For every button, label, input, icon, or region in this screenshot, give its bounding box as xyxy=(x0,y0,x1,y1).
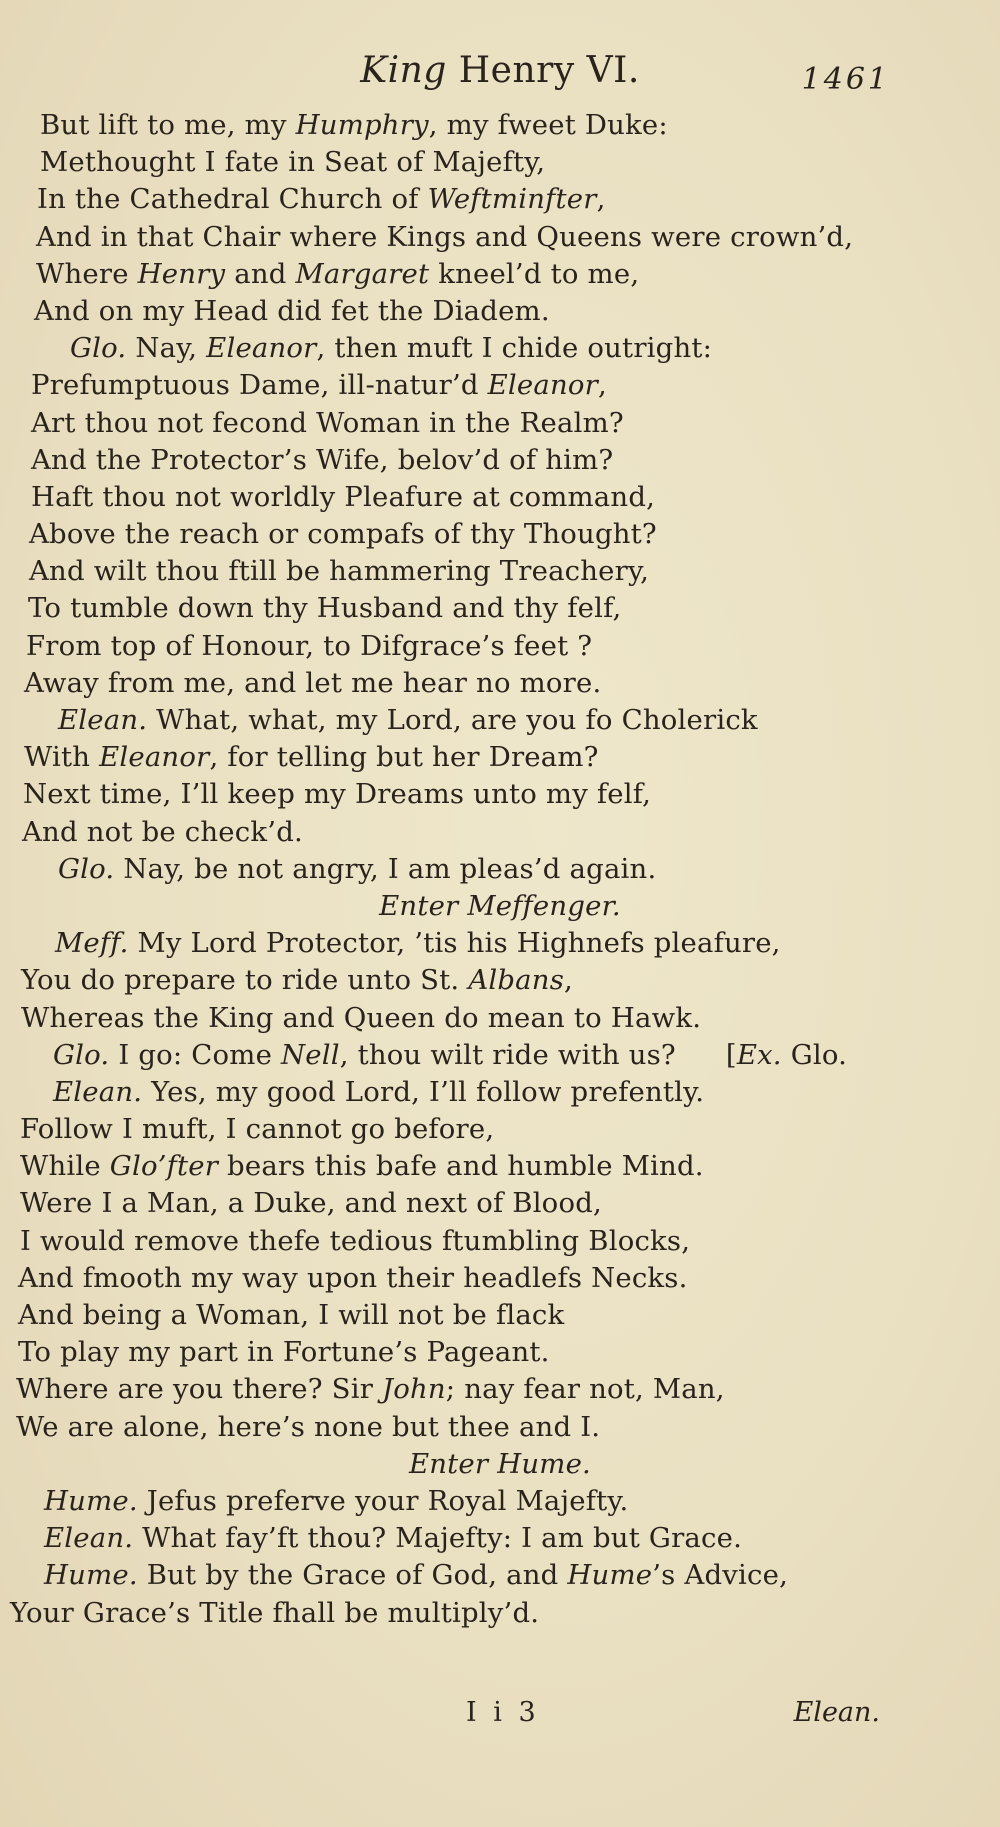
italic-text: Eleanor xyxy=(487,369,598,402)
text-segment: And in that Chair where Kings and Queens were crown’d, xyxy=(36,220,854,253)
stage-direction xyxy=(0,888,1000,925)
verse-line xyxy=(0,851,1000,888)
verse-line xyxy=(0,516,1000,553)
verse-line xyxy=(0,1074,1000,1111)
verse-line xyxy=(0,628,1000,665)
verse-line xyxy=(0,702,1000,739)
text-segment: , xyxy=(564,964,573,997)
signature-mark: I i 3 xyxy=(466,1697,540,1728)
italic-text: Albans xyxy=(468,964,565,997)
text-segment: , xyxy=(596,183,606,216)
italic-text: Glo. xyxy=(70,332,127,365)
text-segment: What, what, my Lord, are you fo Cholerick xyxy=(147,704,758,736)
text-segment: , my fweet Duke: xyxy=(428,109,668,141)
text-segment: We are alone, here’s none but thee and I. xyxy=(16,1410,601,1443)
text-segment: In the Cathedral Church of xyxy=(37,183,428,216)
verse-line xyxy=(0,1223,1000,1260)
text-segment: To play my part in Fortune’s Pageant. xyxy=(18,1336,550,1369)
text-segment: With xyxy=(24,741,100,774)
text-segment: kneel’d to me, xyxy=(429,257,640,290)
italic-text: Enter xyxy=(409,1447,489,1480)
italic-text: Glo. xyxy=(58,852,115,885)
text-segment: Methought I fate in Seat of Majefty, xyxy=(40,146,546,179)
verse-line xyxy=(0,219,1000,256)
text-segment: What fay’ft thou? Majefty: I am but Grace. xyxy=(133,1522,743,1555)
verse-line xyxy=(0,1185,1000,1222)
verse-line xyxy=(0,144,1000,181)
text-segment: But by the Grace of God, and xyxy=(137,1559,568,1592)
running-title-rest: Henry VI. xyxy=(446,50,640,91)
page-header xyxy=(0,50,1000,110)
text-segment: Whereas the King and Queen do mean to Hawk. xyxy=(21,1001,702,1034)
verse-line xyxy=(0,1520,1000,1557)
verse-line xyxy=(0,1000,1000,1037)
italic-text: Hume. xyxy=(44,1559,138,1592)
verse-line xyxy=(0,814,1000,851)
text-segment: Prefumptuous Dame, ill-natur’d xyxy=(31,369,488,402)
italic-text: Henry xyxy=(137,257,226,290)
running-title-italic: King xyxy=(360,50,447,91)
text-segment: Hume. xyxy=(488,1447,591,1480)
text-segment: But lift to me, my xyxy=(40,109,296,141)
verse-line xyxy=(0,1483,1000,1520)
verse-line xyxy=(0,553,1000,590)
verse-line xyxy=(0,479,1000,516)
verse-line xyxy=(0,293,1000,330)
text-segment: Were I a Man, a Duke, and next of Blood, xyxy=(20,1187,602,1220)
text-segment: Where xyxy=(36,257,138,290)
text-segment: ’s Advice, xyxy=(652,1559,789,1592)
italic-text: Glo. xyxy=(53,1038,110,1071)
page-footer xyxy=(0,1697,1000,1737)
verse-line xyxy=(0,665,1000,702)
text-segment: While xyxy=(20,1150,110,1183)
text-segment: You do prepare to ride unto St. xyxy=(21,964,469,997)
italic-text: Elean. xyxy=(58,704,148,736)
text-segment: , xyxy=(598,369,607,402)
text-segment: Yes, my good Lord, I’ll follow prefently. xyxy=(142,1075,705,1108)
text-segment: Art thou not fecond Woman in the Realm? xyxy=(31,406,624,439)
italic-text: Ex. xyxy=(736,1038,782,1071)
verse-line xyxy=(0,367,1000,404)
verse-line xyxy=(0,181,1000,218)
text-segment: Nay, xyxy=(126,332,207,365)
text-segment: bears this bafe and humble Mind. xyxy=(218,1150,704,1183)
text-segment: , then muft I chide outright: xyxy=(316,332,713,365)
text-segment: Where are you there? Sir xyxy=(16,1373,382,1406)
italic-text: Meff. xyxy=(55,927,129,960)
italic-text: Eleanor xyxy=(99,741,210,774)
text-segment: And the Protector’s Wife, belov’d of him? xyxy=(31,443,614,476)
text-segment: Jefus preferve your Royal Majefty. xyxy=(137,1484,629,1517)
text-segment: Glo. xyxy=(781,1038,848,1071)
text-segment: Haft thou not worldly Pleafure at command, xyxy=(31,480,656,513)
verse-line xyxy=(0,1260,1000,1297)
text-segment: Follow I muft, I cannot go before, xyxy=(20,1113,495,1146)
text-segment: Nay, be not angry, I am pleas’d again. xyxy=(114,852,657,885)
italic-text: Eleanor xyxy=(206,332,317,365)
text-segment: My Lord Protector, ’tis his Highnefs pleafure, xyxy=(128,927,781,960)
verse-line xyxy=(0,1037,1000,1074)
verse-line xyxy=(0,1557,1000,1594)
text-segment: And not be check’d. xyxy=(22,815,303,848)
catchword: Elean. xyxy=(793,1697,880,1728)
text-segment: ; nay fear not, Man, xyxy=(445,1373,725,1406)
exit-direction xyxy=(726,1039,847,1071)
text-segment: I go: Come xyxy=(109,1038,281,1071)
verse-line xyxy=(0,405,1000,442)
verse-line xyxy=(0,107,1000,144)
page-number: 1461 xyxy=(801,62,890,97)
italic-text: Nell xyxy=(281,1038,340,1071)
stage-direction xyxy=(0,1446,1000,1483)
verse-line xyxy=(0,776,1000,813)
text-segment: And on my Head did fet the Diadem. xyxy=(34,294,550,327)
italic-text: Enter Meffenger. xyxy=(379,889,621,922)
verse-line xyxy=(0,1111,1000,1148)
verse-line xyxy=(0,1371,1000,1408)
verse-line xyxy=(0,739,1000,776)
verse-line xyxy=(0,962,1000,999)
verse-line xyxy=(0,330,1000,367)
text-segment: And fmooth my way upon their headlefs Necks. xyxy=(18,1261,688,1294)
text-segment: Next time, I’ll keep my Dreams unto my felf, xyxy=(23,778,652,811)
italic-text: Hume xyxy=(567,1559,653,1592)
italic-text: Weftminfter xyxy=(427,183,597,216)
verse-line xyxy=(0,442,1000,479)
verse-line xyxy=(0,1297,1000,1334)
italic-text: Hume. xyxy=(44,1484,138,1517)
text-segment: And wilt thou ftill be hammering Treachery, xyxy=(29,555,650,588)
verse-line xyxy=(0,925,1000,962)
verse-line xyxy=(0,1334,1000,1371)
text-segment: Away from me, and let me hear no more. xyxy=(24,666,602,699)
italic-text: Elean. xyxy=(53,1075,143,1108)
italic-text: John xyxy=(381,1373,446,1406)
verse-line xyxy=(0,1409,1000,1446)
text-segment: , thou wilt ride with us? xyxy=(339,1038,676,1071)
text-segment: Above the reach or compafs of thy Thought? xyxy=(29,518,657,551)
italic-text: Humphry xyxy=(295,109,429,141)
text-segment: Your Grace’s Title fhall be multiply’d. xyxy=(10,1596,540,1629)
text-segment: , for telling but her Dream? xyxy=(209,741,599,774)
italic-text: Margaret xyxy=(295,257,430,290)
text-segment: [ xyxy=(725,1038,737,1071)
verse-line xyxy=(0,1148,1000,1185)
italic-text: Elean. xyxy=(44,1522,134,1555)
verse-line xyxy=(0,1595,1000,1632)
verse-line xyxy=(0,256,1000,293)
italic-text: Glo’fter xyxy=(109,1150,219,1183)
play-text xyxy=(0,107,1000,1632)
text-segment: From top of Honour, to Difgrace’s feet ? xyxy=(26,629,593,662)
text-segment: To tumble down thy Husband and thy felf, xyxy=(28,592,622,625)
text-segment: and xyxy=(225,257,296,290)
verse-line xyxy=(0,590,1000,627)
text-segment: And being a Woman, I will not be flack xyxy=(18,1299,565,1331)
text-segment: I would remove thefe tedious ftumbling Blocks, xyxy=(20,1224,691,1257)
